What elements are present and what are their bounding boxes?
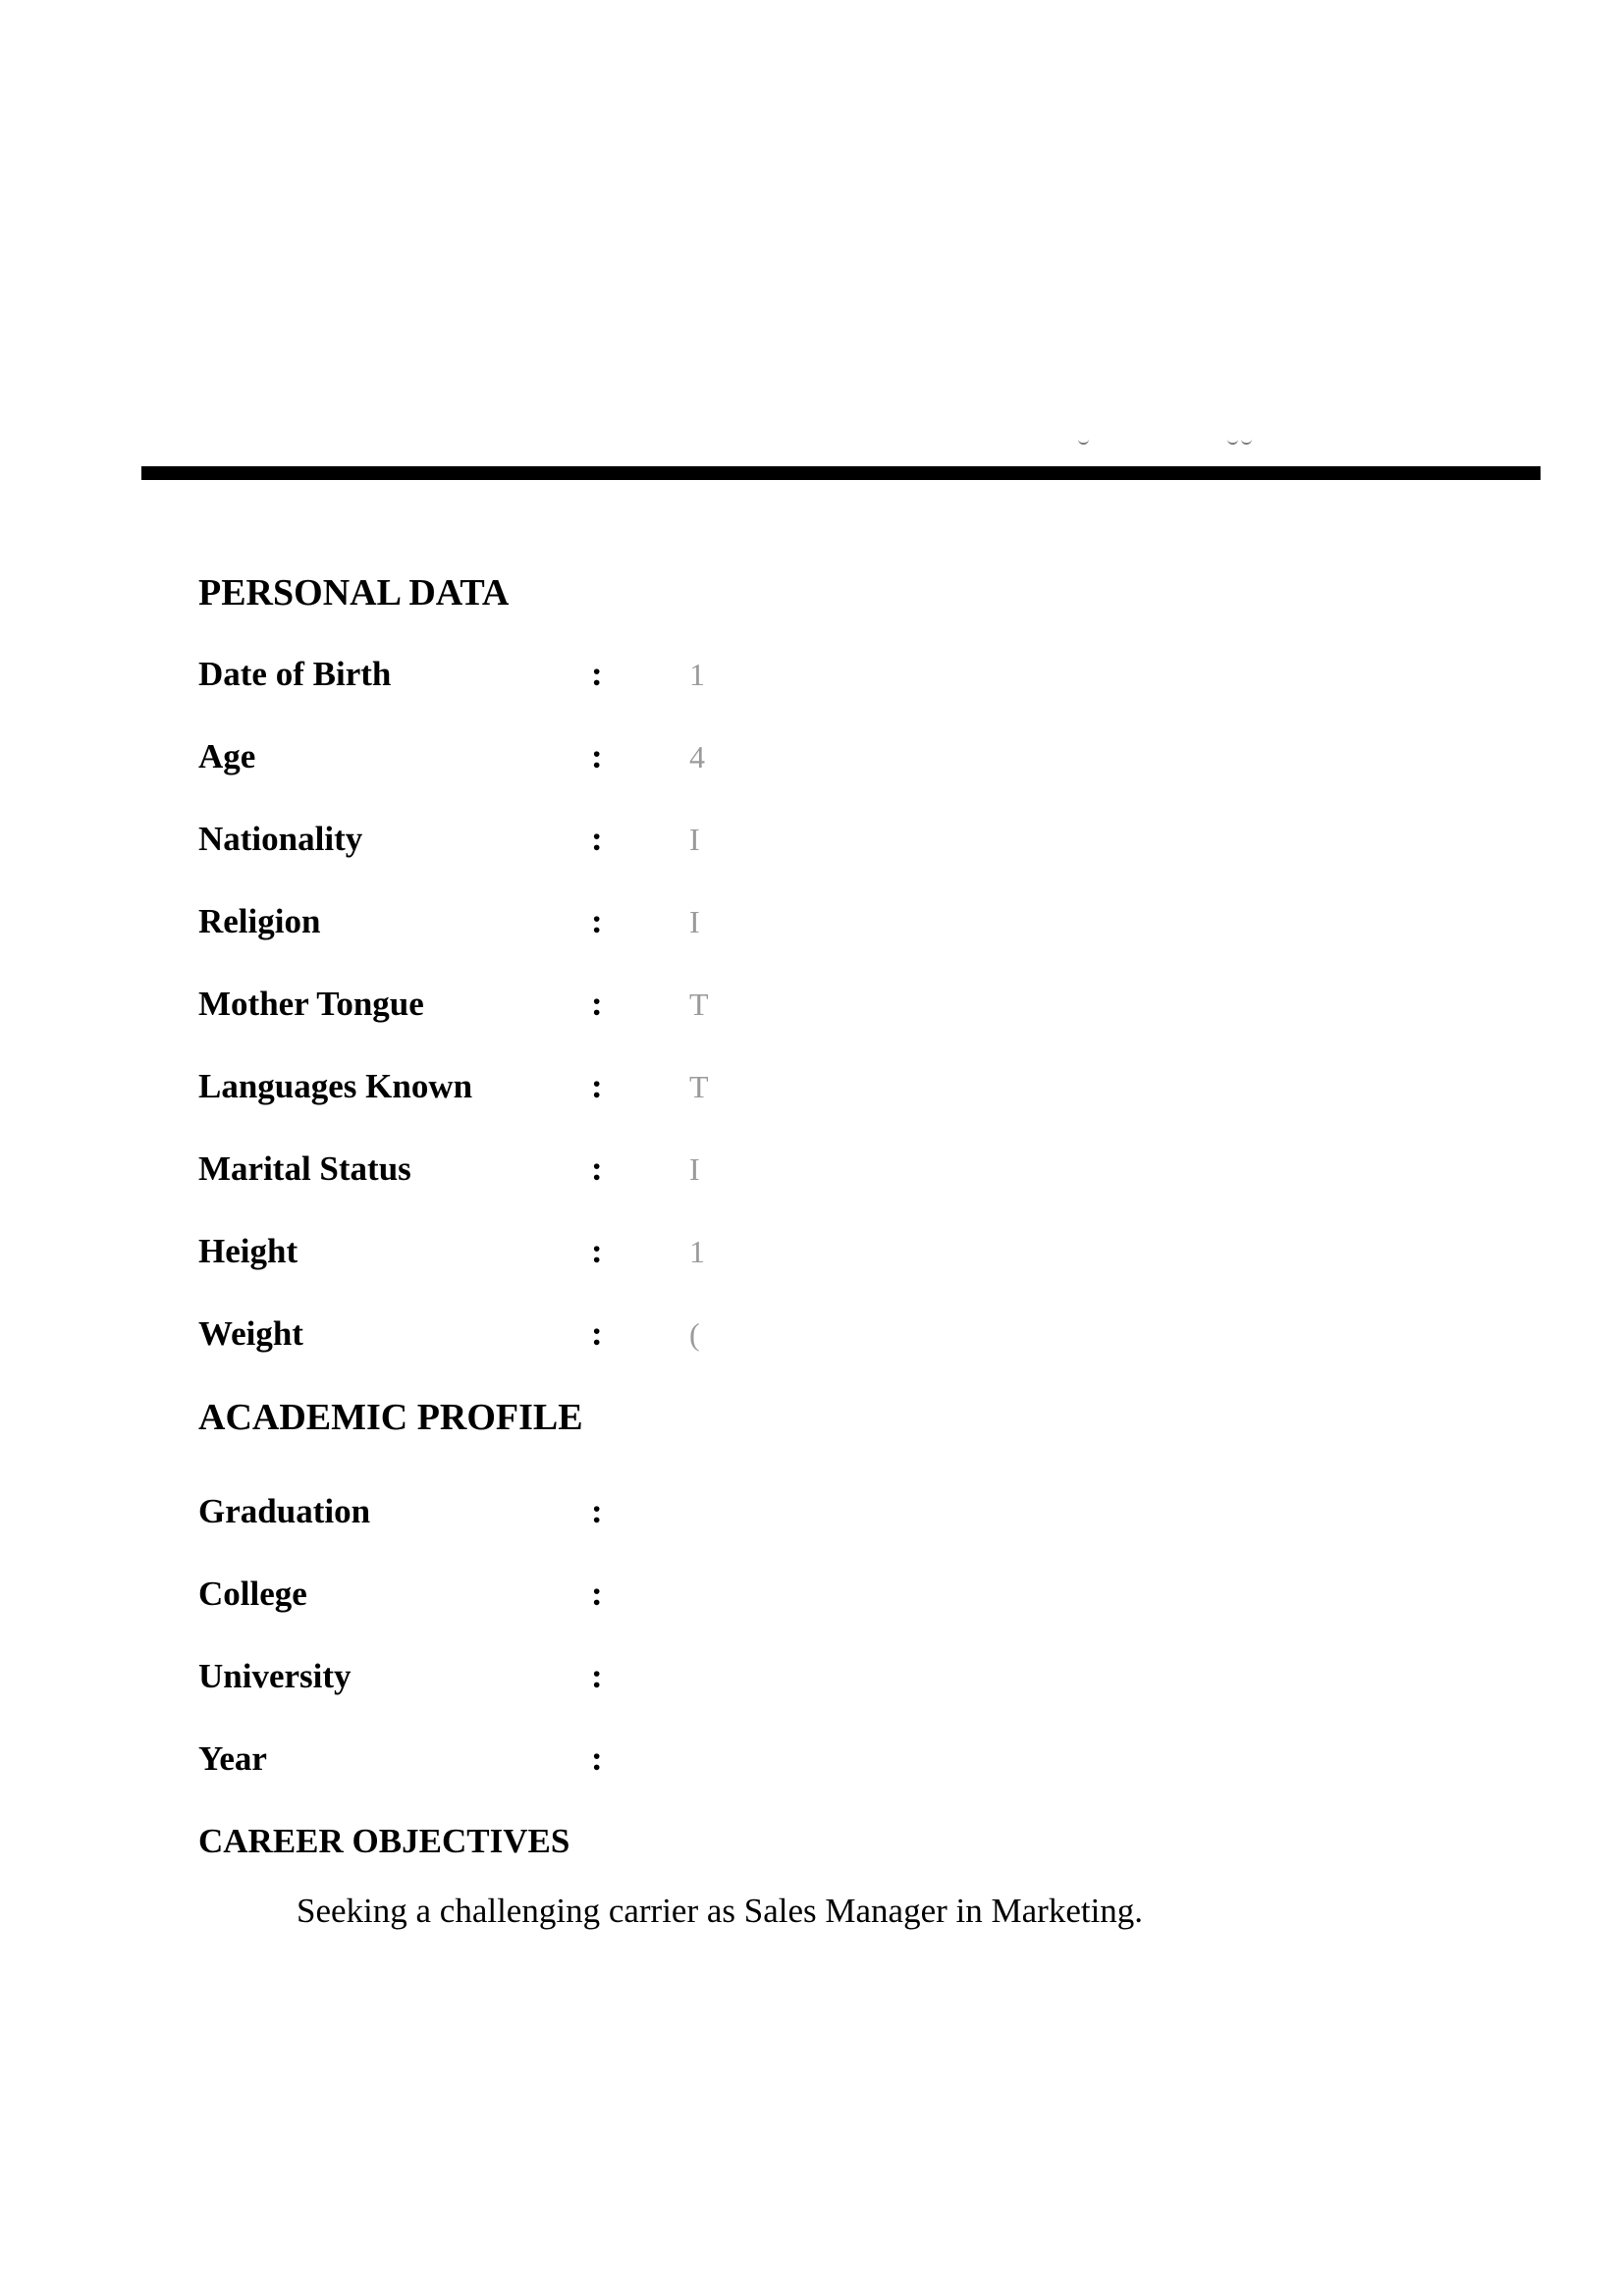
mother-tongue-colon: :: [591, 985, 603, 1023]
weight-label: Weight: [198, 1314, 303, 1353]
age-value: 4: [689, 739, 705, 774]
career-objectives-heading: CAREER OBJECTIVES: [198, 1822, 570, 1860]
languages-known-colon: :: [591, 1067, 603, 1105]
year-label: Year: [198, 1739, 267, 1778]
mother-tongue-label: Mother Tongue: [198, 985, 424, 1023]
religion-value: I: [689, 904, 700, 939]
date-of-birth-value: 1: [689, 657, 705, 692]
date-of-birth-colon: :: [591, 655, 603, 693]
height-label: Height: [198, 1232, 298, 1270]
college-row: [198, 1573, 709, 1616]
languages-known-row: [198, 1065, 709, 1108]
academic-profile-heading: ACADEMIC PROFILE: [198, 1397, 583, 1438]
mother-tongue-row: [198, 983, 709, 1026]
religion-row: [198, 900, 709, 943]
nationality-value: I: [689, 822, 700, 857]
age-row: [198, 735, 709, 778]
languages-known-label: Languages Known: [198, 1067, 473, 1105]
date-of-birth-row: [198, 653, 709, 696]
weight-row: [198, 1312, 709, 1356]
university-label: University: [198, 1657, 352, 1695]
personal-data-heading: PERSONAL DATA: [198, 572, 510, 614]
weight-value: (: [689, 1316, 700, 1352]
clipped-header-text-fragment: [1060, 435, 1296, 454]
marital-status-value: I: [689, 1151, 700, 1187]
date-of-birth-label: Date of Birth: [198, 655, 392, 693]
graduation-colon: :: [591, 1492, 603, 1530]
year-row: [198, 1737, 709, 1781]
college-label: College: [198, 1575, 307, 1613]
height-colon: :: [591, 1232, 603, 1270]
college-colon: :: [591, 1575, 603, 1613]
religion-label: Religion: [198, 902, 321, 940]
languages-known-value: T: [689, 1069, 709, 1104]
marital-status-colon: :: [591, 1149, 603, 1188]
career-objective-text: Seeking a challenging carrier as Sales Manager in Marketing.: [297, 1892, 1144, 1930]
height-value: 1: [689, 1234, 705, 1269]
year-colon: :: [591, 1739, 603, 1778]
university-row: [198, 1655, 709, 1698]
university-colon: :: [591, 1657, 603, 1695]
weight-colon: :: [591, 1314, 603, 1353]
marital-status-label: Marital Status: [198, 1149, 411, 1188]
header-divider-rule: [141, 466, 1541, 480]
mother-tongue-value: T: [689, 987, 709, 1022]
graduation-row: [198, 1490, 709, 1533]
graduation-label: Graduation: [198, 1492, 371, 1530]
age-colon: :: [591, 737, 603, 775]
height-row: [198, 1230, 709, 1273]
nationality-colon: :: [591, 820, 603, 858]
religion-colon: :: [591, 902, 603, 940]
nationality-row: [198, 818, 709, 861]
nationality-label: Nationality: [198, 820, 363, 858]
age-label: Age: [198, 737, 256, 775]
marital-status-row: [198, 1148, 709, 1191]
